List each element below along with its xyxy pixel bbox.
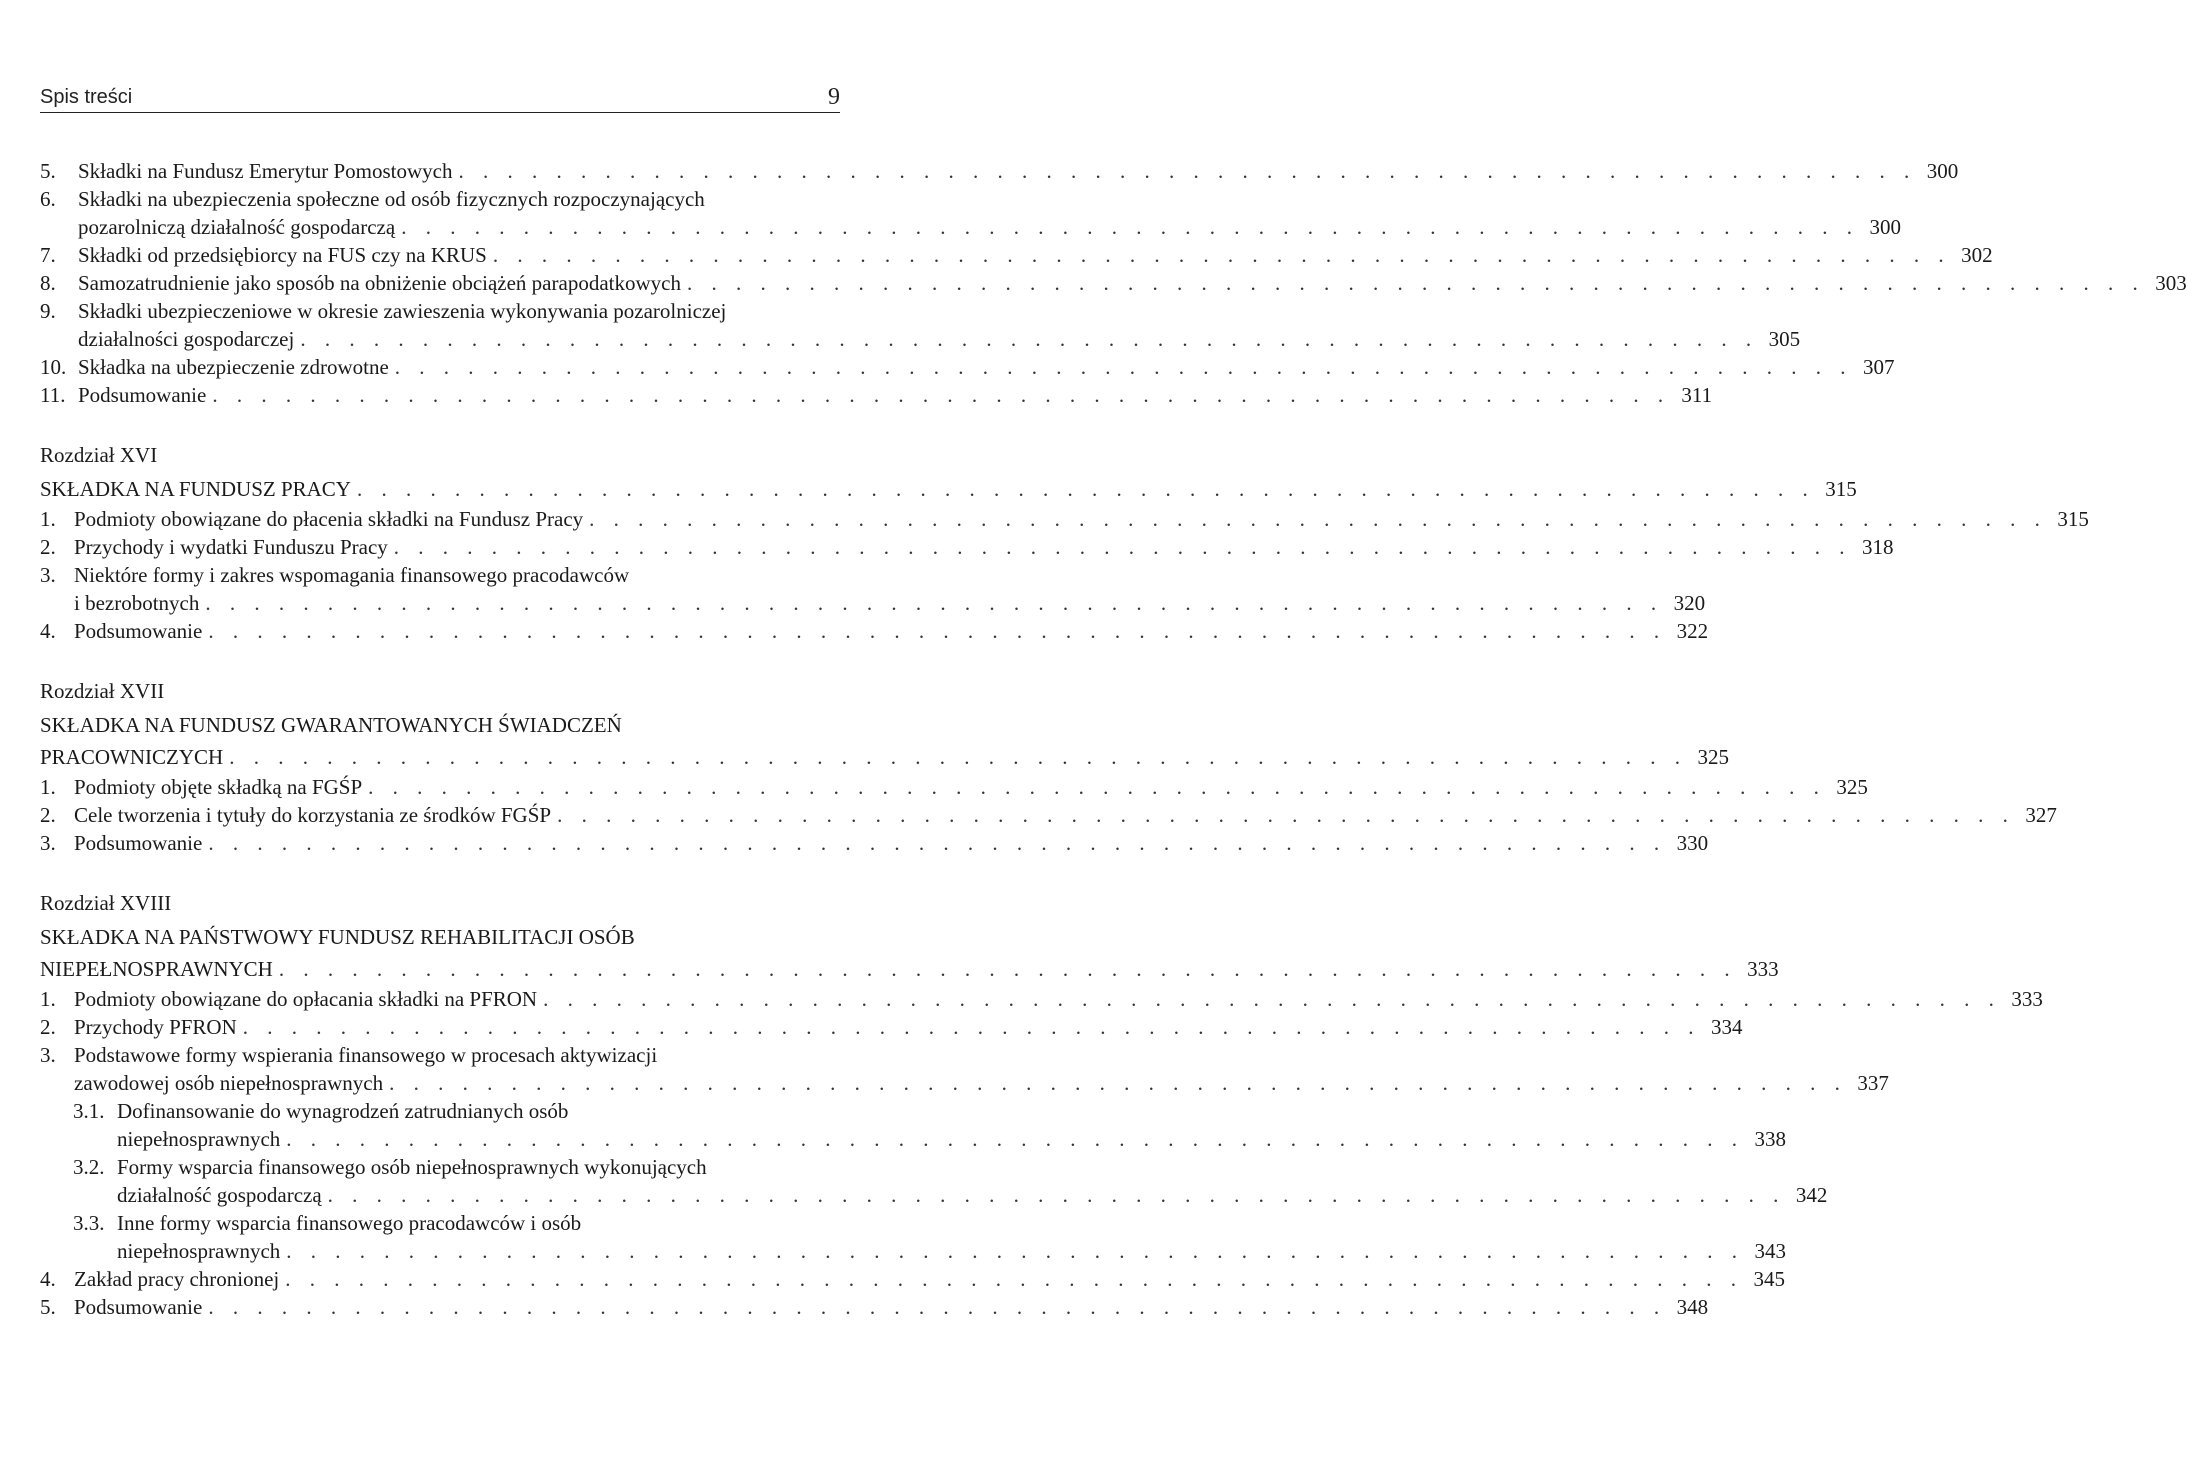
entry-title: Składki ubezpieczeniowe w okresie zawieszenia wykonywania pozarolniczej [78,299,727,323]
entry-title: Podmioty obowiązane do płacenia składki na Fundusz Pracy [74,507,584,531]
entry-page: 330 [1676,831,1709,855]
entry-number: 3. [40,563,56,587]
dot-leader: . . . . . . . . . . . . . . . . . . . . . . . . . . . . . . . . . . . . . . . . . . . . . . . . . . . . . . . . . . . . [208,619,1667,643]
entry-title: zawodowej osób niepełnosprawnych [74,1071,384,1095]
entry-page: 325 [1836,775,1868,799]
dot-leader: . . . . . . . . . . . . . . . . . . . . . . . . . . . . . . . . . . . . . . . . . . . . . . . . . . . . . . . . . . . . [543,987,2001,1011]
dot-leader: . . . . . . . . . . . . . . . . . . . . . . . . . . . . . . . . . . . . . . . . . . . . . . . . . . . . . . . . . . . . [208,831,1667,855]
toc-entry-line [40,1209,840,1237]
toc-entry-line [40,241,1993,269]
dot-leader: . . . . . . . . . . . . . . . . . . . . . . . . . . . . . . . . . . . . . . . . . . . . . . . . . . . . . . . . . . . . [458,159,1917,183]
toc-entry-line [40,1237,1787,1265]
entry-page: 300 [1926,159,1959,183]
entry-title: Cele tworzenia i tytuły do korzystania ze środków FGŚP [74,803,552,827]
chapter-title-line [40,741,1729,773]
chapter-page: 315 [1825,477,1857,501]
chapter-page: 333 [1747,957,1779,981]
chapter-page: 325 [1697,745,1729,769]
entry-number: 3. [40,831,56,855]
toc-entry-line [40,561,840,589]
dot-leader: . . . . . . . . . . . . . . . . . . . . . . . . . . . . . . . . . . . . . . . . . . . . . . . . . . . . . . . . . . . . [205,591,1664,615]
entry-number: 3.3. [73,1211,105,1235]
dot-leader: . . . . . . . . . . . . . . . . . . . . . . . . . . . . . . . . . . . . . . . . . . . . . . . . . . . . . . . . . . . . [394,355,1853,379]
entry-title: Inne formy wsparcia finansowego pracodawców i osób [117,1211,582,1235]
toc-entry-line [40,1153,840,1181]
entry-page: 320 [1673,591,1706,615]
page-number: 9 [828,84,840,110]
entry-page: 318 [1862,535,1894,559]
toc-entry-line [40,985,2043,1013]
toc-entry-line [40,297,840,325]
dot-leader: . . . . . . . . . . . . . . . . . . . . . . . . . . . . . . . . . . . . . . . . . . . . . . . . . . . . . . . . . . . . [286,1239,1745,1263]
entry-page: 333 [2011,987,2043,1011]
dot-leader: . . . . . . . . . . . . . . . . . . . . . . . . . . . . . . . . . . . . . . . . . . . . . . . . . . . . . . . . . . . . [285,1267,1743,1291]
entry-page: 342 [1795,1183,1828,1207]
chapter-title: NIEPEŁNOSPRAWNYCH [40,957,273,981]
entry-number: 11. [40,383,66,407]
entry-page: 338 [1754,1127,1787,1151]
chapter-title-line [40,953,1779,985]
toc-entry-line [40,353,1895,381]
entry-number: 8. [40,271,56,295]
entry-number: 1. [40,775,56,799]
toc-entry-line [40,1041,840,1069]
entry-page: 322 [1676,619,1709,643]
toc-entry-line [40,213,1901,241]
entry-number: 5. [40,159,56,183]
toc-entry-line [40,1013,1743,1041]
chapter-title-line [40,709,840,741]
toc-entry-line [40,773,1868,801]
entry-number: 4. [40,619,56,643]
entry-number: 1. [40,507,56,531]
entry-page: 337 [1857,1071,1889,1095]
chapter-title: SKŁADKA NA FUNDUSZ GWARANTOWANYCH ŚWIADCZEŃ [40,713,622,737]
dot-leader: . . . . . . . . . . . . . . . . . . . . . . . . . . . . . . . . . . . . . . . . . . . . . . . . . . . . . . . . . . . . [356,477,1815,501]
entry-number: 2. [40,535,56,559]
chapter-title-line [40,473,1857,505]
chapter-title-line [40,921,840,953]
entry-title: Składki od przedsiębiorcy na FUS czy na KRUS [78,243,487,267]
entry-page: 302 [1961,243,1993,267]
toc-entry-line [40,617,1709,645]
dot-leader: . . . . . . . . . . . . . . . . . . . . . . . . . . . . . . . . . . . . . . . . . . . . . . . . . . . . . . . . . . . . [401,215,1859,239]
chapter-label: Rozdział XVIII [40,891,172,915]
entry-title: Podsumowanie [74,1295,203,1319]
dot-leader: . . . . . . . . . . . . . . . . . . . . . . . . . . . . . . . . . . . . . . . . . . . . . . . . . . . . . . . . . . . . [686,271,2145,295]
entry-title: Składki na ubezpieczenia społeczne od osób fizycznych rozpoczynających [78,187,705,211]
entry-number: 4. [40,1267,56,1291]
entry-page: 327 [2025,803,2057,827]
entry-title: niepełnosprawnych [117,1127,281,1151]
entry-title: Przychody PFRON [74,1015,237,1039]
entry-title: działalności gospodarczej [78,327,295,351]
entry-number: 3. [40,1043,56,1067]
entry-page: 334 [1711,1015,1743,1039]
toc-entry-line [40,589,1706,617]
entry-title: Podsumowanie [78,383,207,407]
entry-title: Formy wsparcia finansowego osób niepełnosprawnych wykonujących [117,1155,707,1179]
entry-number: 6. [40,187,56,211]
entry-title: Niektóre formy i zakres wspomagania finansowego pracodawców [74,563,630,587]
dot-leader: . . . . . . . . . . . . . . . . . . . . . . . . . . . . . . . . . . . . . . . . . . . . . . . . . . . . . . . . . . . . [242,1015,1701,1039]
toc-entry-line [40,1069,1889,1097]
entry-page: 343 [1754,1239,1787,1263]
entry-number: 7. [40,243,56,267]
entry-page: 300 [1869,215,1901,239]
entry-number: 2. [40,803,56,827]
toc-entry-line [40,157,1959,185]
entry-title: Samozatrudnienie jako sposób na obniżenie obciążeń parapodatkowych [78,271,681,295]
chapter-label: Rozdział XVI [40,443,158,467]
entry-title: Składka na ubezpieczenie zdrowotne [78,355,389,379]
toc-entry-line [40,1293,1709,1321]
toc-entry-line [40,829,1709,857]
entry-title: Podstawowe formy wspierania finansowego w procesach aktywizacji [74,1043,658,1067]
toc-entry-line [40,1181,1828,1209]
toc-entry-line [40,325,1801,353]
dot-leader: . . . . . . . . . . . . . . . . . . . . . . . . . . . . . . . . . . . . . . . . . . . . . . . . . . . . . . . . . . . . [212,383,1671,407]
entry-title: Podmioty obowiązane do opłacania składki na PFRON [74,987,538,1011]
entry-page: 303 [2155,271,2187,295]
entry-title: Podsumowanie [74,831,203,855]
entry-page: 311 [1681,383,1713,407]
toc-entry-line [40,1097,840,1125]
chapter-title: PRACOWNICZYCH [40,745,224,769]
entry-title: i bezrobotnych [74,591,200,615]
dot-leader: . . . . . . . . . . . . . . . . . . . . . . . . . . . . . . . . . . . . . . . . . . . . . . . . . . . . . . . . . . . . [286,1127,1745,1151]
entry-page: 345 [1753,1267,1785,1291]
dot-leader: . . . . . . . . . . . . . . . . . . . . . . . . . . . . . . . . . . . . . . . . . . . . . . . . . . . . . . . . . . . . [389,1071,1847,1095]
toc-entry-line [40,269,2187,297]
toc-entry-line [40,505,2089,533]
chapter-label: Rozdział XVII [40,679,165,703]
entry-number: 2. [40,1015,56,1039]
toc-entry-line [40,1125,1787,1153]
chapter-title: SKŁADKA NA PAŃSTWOWY FUNDUSZ REHABILITACJI OSÓB [40,925,635,949]
entry-title: Przychody i wydatki Funduszu Pracy [74,535,388,559]
dot-leader: . . . . . . . . . . . . . . . . . . . . . . . . . . . . . . . . . . . . . . . . . . . . . . . . . . . . . . . . . . . . [393,535,1852,559]
entry-page: 348 [1676,1295,1709,1319]
toc-entry-line [40,185,840,213]
toc-entry-line [40,381,1713,409]
entry-number: 9. [40,299,56,323]
entry-title: Zakład pracy chronionej [74,1267,280,1291]
entry-number: 10. [40,355,67,379]
entry-number: 5. [40,1295,56,1319]
entry-title: działalność gospodarczą [117,1183,322,1207]
entry-title: Podmioty objęte składką na FGŚP [74,775,363,799]
table-of-contents [40,157,2187,1321]
entry-title: Dofinansowanie do wynagrodzeń zatrudnianych osób [117,1099,569,1123]
entry-number: 1. [40,987,56,1011]
dot-leader: . . . . . . . . . . . . . . . . . . . . . . . . . . . . . . . . . . . . . . . . . . . . . . . . . . . . . . . . . . . . [492,243,1951,267]
dot-leader: . . . . . . . . . . . . . . . . . . . . . . . . . . . . . . . . . . . . . . . . . . . . . . . . . . . . . . . . . . . . [557,803,2015,827]
entry-number: 3.1. [73,1099,105,1123]
chapter-title: SKŁADKA NA FUNDUSZ PRACY [40,477,351,501]
dot-leader: . . . . . . . . . . . . . . . . . . . . . . . . . . . . . . . . . . . . . . . . . . . . . . . . . . . . . . . . . . . . [208,1295,1667,1319]
entry-title: Podsumowanie [74,619,203,643]
entry-title: pozarolniczą działalność gospodarczą [78,215,396,239]
page-header [40,80,840,113]
entry-page: 305 [1768,327,1801,351]
entry-page: 315 [2057,507,2089,531]
entry-page: 307 [1863,355,1895,379]
toc-entry-line [40,801,2057,829]
running-title: Spis treści [40,86,133,108]
entry-title: niepełnosprawnych [117,1239,281,1263]
dot-leader: . . . . . . . . . . . . . . . . . . . . . . . . . . . . . . . . . . . . . . . . . . . . . . . . . . . . . . . . . . . . [589,507,2047,531]
dot-leader: . . . . . . . . . . . . . . . . . . . . . . . . . . . . . . . . . . . . . . . . . . . . . . . . . . . . . . . . . . . . [300,327,1759,351]
dot-leader: . . . . . . . . . . . . . . . . . . . . . . . . . . . . . . . . . . . . . . . . . . . . . . . . . . . . . . . . . . . . [229,745,1687,769]
dot-leader: . . . . . . . . . . . . . . . . . . . . . . . . . . . . . . . . . . . . . . . . . . . . . . . . . . . . . . . . . . . . [327,1183,1786,1207]
toc-entry-line [40,1265,1785,1293]
toc-entry-line [40,533,1894,561]
dot-leader: . . . . . . . . . . . . . . . . . . . . . . . . . . . . . . . . . . . . . . . . . . . . . . . . . . . . . . . . . . . . [368,775,1826,799]
entry-number: 3.2. [73,1155,105,1179]
entry-title: Składki na Fundusz Emerytur Pomostowych [78,159,453,183]
dot-leader: . . . . . . . . . . . . . . . . . . . . . . . . . . . . . . . . . . . . . . . . . . . . . . . . . . . . . . . . . . . . [278,957,1737,981]
